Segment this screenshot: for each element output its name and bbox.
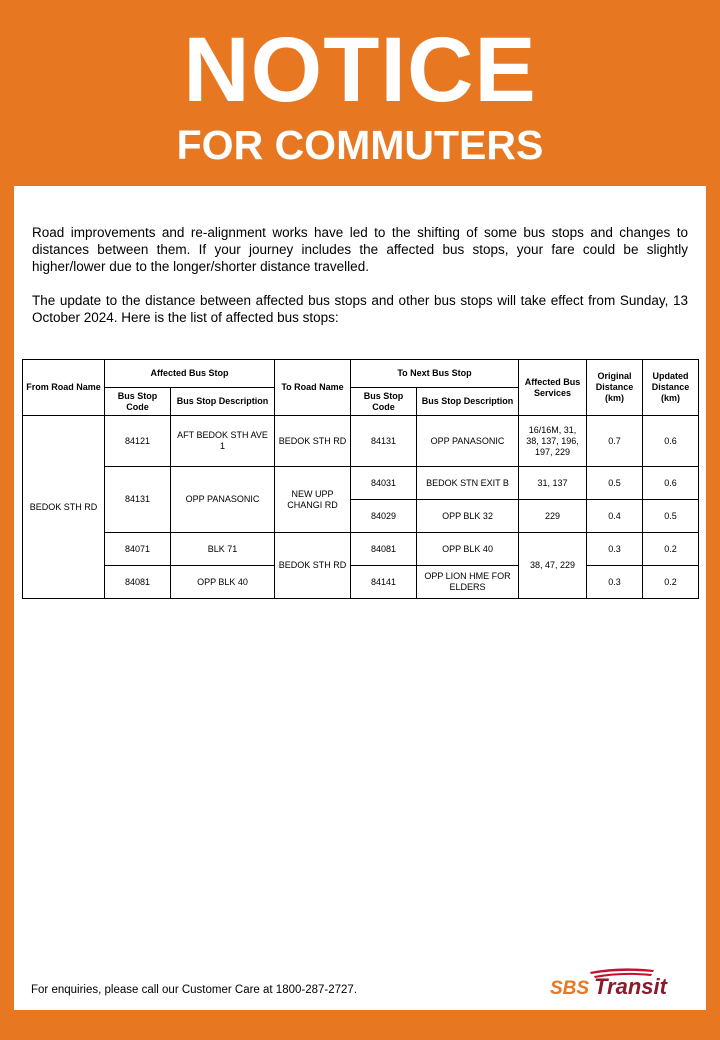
affected-bus-stops-table (22, 359, 699, 599)
updated-distance-cell: 0.6 (643, 467, 699, 500)
to-road-cell: BEDOK STH RD (275, 533, 351, 599)
header-next-stop: To Next Bus Stop (351, 360, 519, 388)
effective-date-paragraph: The update to the distance between affected bus stops and other bus stops will take effect from Sunday, 13 October 2024. Here is the list of affected bus stops: (32, 293, 688, 325)
next-code-cell: 84029 (351, 500, 417, 533)
updated-distance-cell: 0.5 (643, 500, 699, 533)
header-updated-distance: Updated Distance (km) (643, 360, 699, 416)
services-cell: 38, 47, 229 (519, 533, 587, 599)
header-from-road: From Road Name (23, 360, 105, 416)
header-original-distance: Original Distance (km) (587, 360, 643, 416)
updated-distance-cell: 0.2 (643, 533, 699, 566)
stop-code-cell: 84131 (105, 467, 171, 533)
header-services: Affected Bus Services (519, 360, 587, 416)
header-next-desc: Bus Stop Description (417, 388, 519, 416)
intro-paragraph: Road improvements and re-alignment works have led to the shifting of some bus stops and changes to distances between them. If your journey includes the affected bus stops, your fare could be slightly higher/lower due to the longer/shorter distance travelled. (32, 225, 688, 274)
next-code-cell: 84031 (351, 467, 417, 500)
updated-distance-cell: 0.6 (643, 416, 699, 467)
table-row (23, 416, 699, 467)
header-to-road: To Road Name (275, 360, 351, 416)
stop-code-cell: 84121 (105, 416, 171, 467)
stop-desc-cell: OPP BLK 40 (171, 566, 275, 599)
notice-subtitle: FOR COMMUTERS (176, 122, 544, 168)
stop-desc-cell: OPP PANASONIC (171, 467, 275, 533)
table-row (23, 467, 699, 500)
table-header-row (23, 360, 699, 388)
header-next-code: Bus Stop Code (351, 388, 417, 416)
original-distance-cell: 0.7 (587, 416, 643, 467)
next-code-cell: 84081 (351, 533, 417, 566)
stop-desc-cell: BLK 71 (171, 533, 275, 566)
next-desc-cell: OPP BLK 40 (417, 533, 519, 566)
original-distance-cell: 0.3 (587, 533, 643, 566)
sbs-transit-logo (550, 964, 700, 1000)
services-cell: 31, 137 (519, 467, 587, 500)
next-code-cell: 84131 (351, 416, 417, 467)
services-cell: 16/16M, 31, 38, 137, 196, 197, 229 (519, 416, 587, 467)
stop-code-cell: 84081 (105, 566, 171, 599)
next-desc-cell: OPP BLK 32 (417, 500, 519, 533)
next-code-cell: 84141 (351, 566, 417, 599)
services-cell: 229 (519, 500, 587, 533)
notice-title: NOTICE (183, 19, 537, 121)
logo-transit-text: Transit (594, 974, 667, 999)
to-road-cell: NEW UPP CHANGI RD (275, 467, 351, 533)
logo-sbs-text: SBS (550, 978, 590, 999)
header (0, 0, 720, 186)
header-desc: Bus Stop Description (171, 388, 275, 416)
notice-panel (14, 186, 706, 1010)
header-code: Bus Stop Code (105, 388, 171, 416)
stop-code-cell: 84071 (105, 533, 171, 566)
updated-distance-cell: 0.2 (643, 566, 699, 599)
next-desc-cell: OPP LION HME FOR ELDERS (417, 566, 519, 599)
original-distance-cell: 0.4 (587, 500, 643, 533)
enquiry-footer: For enquiries, please call our Customer Care at 1800-287-2727. (31, 984, 358, 996)
from-road-cell: BEDOK STH RD (23, 416, 105, 599)
to-road-cell: BEDOK STH RD (275, 416, 351, 467)
next-desc-cell: BEDOK STN EXIT B (417, 467, 519, 500)
stop-desc-cell: AFT BEDOK STH AVE 1 (171, 416, 275, 467)
table-row (23, 566, 699, 599)
header-affected-stop: Affected Bus Stop (105, 360, 275, 388)
next-desc-cell: OPP PANASONIC (417, 416, 519, 467)
original-distance-cell: 0.3 (587, 566, 643, 599)
table-row (23, 533, 699, 566)
original-distance-cell: 0.5 (587, 467, 643, 500)
